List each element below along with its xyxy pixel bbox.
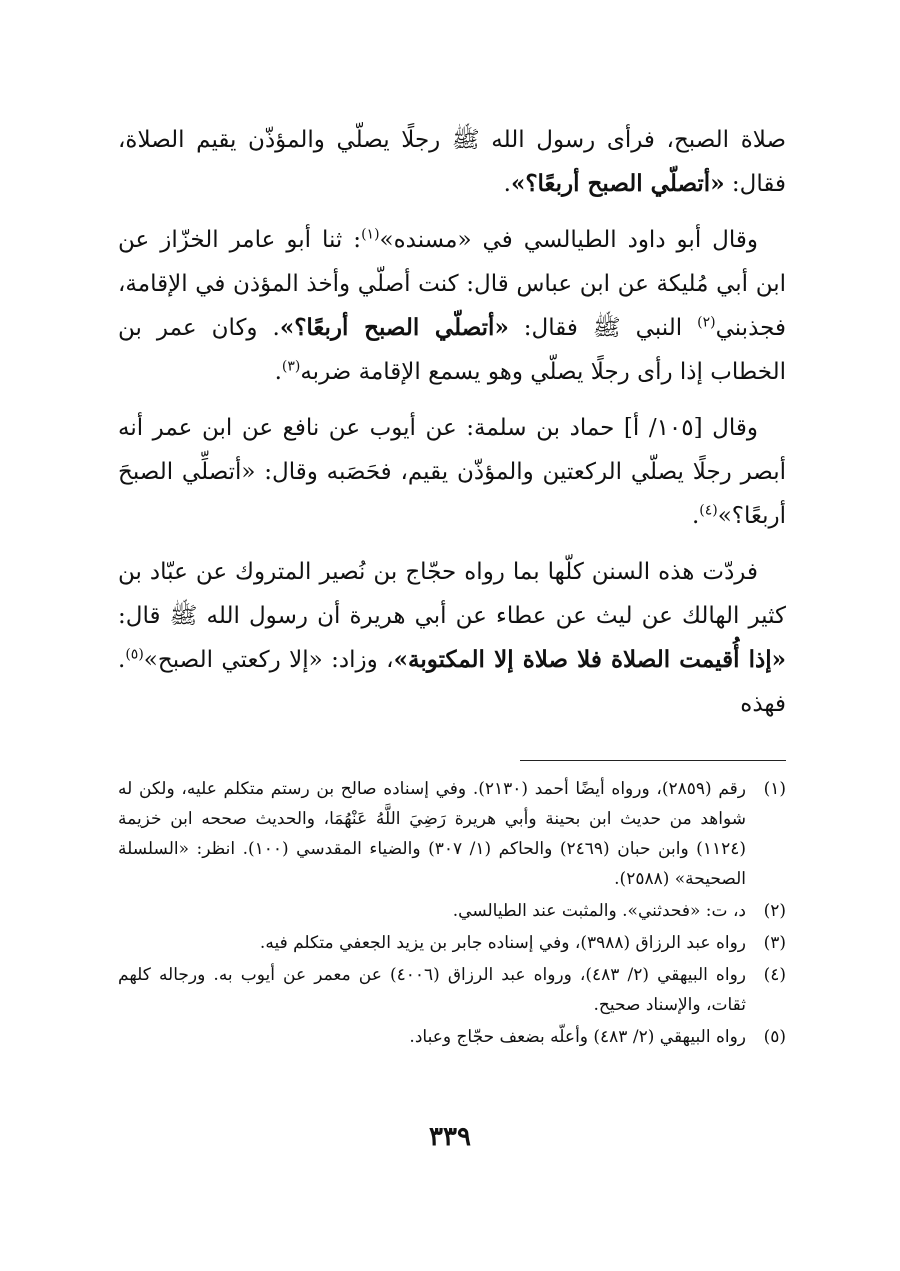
paragraph-2	[118, 218, 786, 394]
text-run: فردّت هذه السنن كلّها بما رواه حجّاج بن نُصير المتروك عن عبّاد بن كثير الهالك عن ليث عن عطاء عن أبي هريرة أن رسول الله ﷺ قال:	[118, 559, 786, 629]
text-run: ، وزاد: «إلا ركعتي الصبح»	[143, 647, 394, 673]
paragraph-3	[118, 406, 786, 538]
hadith-quote: «أتصلّي الصبح أربعًا؟»	[510, 170, 725, 197]
footnote-separator	[520, 760, 786, 761]
page-number: ٣٣٩	[429, 1122, 471, 1152]
footnote-4	[118, 960, 786, 1020]
text-run: صلاة الصبح، فرأى رسول الله ﷺ رجلًا يصلّي والمؤذّن يقيم الصلاة، فقال:	[118, 127, 786, 197]
text-run: . فهذه	[118, 647, 786, 717]
hadith-quote: «إذا أُقيمت الصلاة فلا صلاة إلا المكتوبة»	[393, 646, 786, 673]
paragraph-1	[118, 118, 786, 206]
main-text	[118, 118, 786, 738]
text-run: .	[691, 503, 700, 529]
footnote-number: (٢)	[763, 901, 786, 921]
text-run: .	[274, 359, 282, 385]
footnote-ref-4[interactable]: (٤)	[699, 502, 718, 519]
hadith-quote: «أتصلّي الصبح أربعًا؟»	[279, 314, 509, 341]
footnote-number: (٤)	[763, 965, 786, 985]
footnote-ref-2[interactable]: (٢)	[697, 314, 716, 331]
text-run: .	[503, 171, 511, 197]
footnote-3	[118, 928, 786, 958]
footnotes	[118, 774, 786, 1054]
footnote-ref-5[interactable]: (٥)	[125, 646, 144, 663]
text-run: . وكان عمر بن الخطاب إذا رأى رجلًا يصلّي وهو يسمع الإقامة ضربه	[118, 315, 786, 385]
footnote-text: رقم (٢٨٥٩)، ورواه أيضًا أحمد (٢١٣٠). وفي إسناده صالح بن رستم متكلم عليه، ولكن له شواهد من حديث ابن بحينة وأبي هريرة رَضِيَ اللَّهُ عَنْهُمَا، والحديث صححه ابن خزيمة (١١٢٤) وابن حبان (٢٤٦٩) والحاكم (١/ ٣٠٧) والضياء المقدسي (١٠٠). انظر: «السلسلة الصحيحة» (٢٥٨٨).	[118, 779, 746, 889]
footnote-2	[118, 896, 786, 926]
footnote-ref-3[interactable]: (٣)	[281, 358, 301, 375]
footnote-number: (٥)	[763, 1027, 786, 1047]
footnote-number: (١)	[763, 779, 786, 799]
footnote-text: رواه البيهقي (٢/ ٤٨٣)، ورواه عبد الرزاق (٤٠٠٦) عن معمر عن أيوب به. ورجاله كلهم ثقات، والإسناد صحيح.	[118, 965, 746, 1015]
text-run: وقال [١٠٥/ أ] حماد بن سلمة: عن أيوب عن نافع عن ابن عمر أنه أبصر رجلًا يصلّي الركعتين والمؤذّن يقيم، فحَصَبه وقال: «أتصلِّي الصبحَ أربعًا؟»	[118, 415, 786, 529]
footnote-text: رواه البيهقي (٢/ ٤٨٣) وأعلّه بضعف حجّاج وعباد.	[409, 1027, 746, 1047]
footnote-text: رواه عبد الرزاق (٣٩٨٨)، وفي إسناده جابر بن يزيد الجعفي متكلم فيه.	[259, 933, 746, 953]
paragraph-4	[118, 550, 786, 726]
footnote-number: (٣)	[763, 933, 786, 953]
text-run: : ثنا أبو عامر الخزّاز عن ابن أبي مُليكة عن ابن عباس قال: كنت أصلّي وأخذ المؤذن في الإقامة، فجذبني	[118, 227, 786, 341]
text-run: النبي ﷺ فقال:	[508, 315, 698, 341]
footnote-ref-1[interactable]: (١)	[361, 226, 380, 243]
footnote-5	[118, 1022, 786, 1052]
footnote-1	[118, 774, 786, 894]
footnote-text: د، ت: «فحدثني». والمثبت عند الطيالسي.	[452, 901, 746, 921]
text-run: وقال أبو داود الطيالسي في «مسنده»	[379, 227, 759, 253]
